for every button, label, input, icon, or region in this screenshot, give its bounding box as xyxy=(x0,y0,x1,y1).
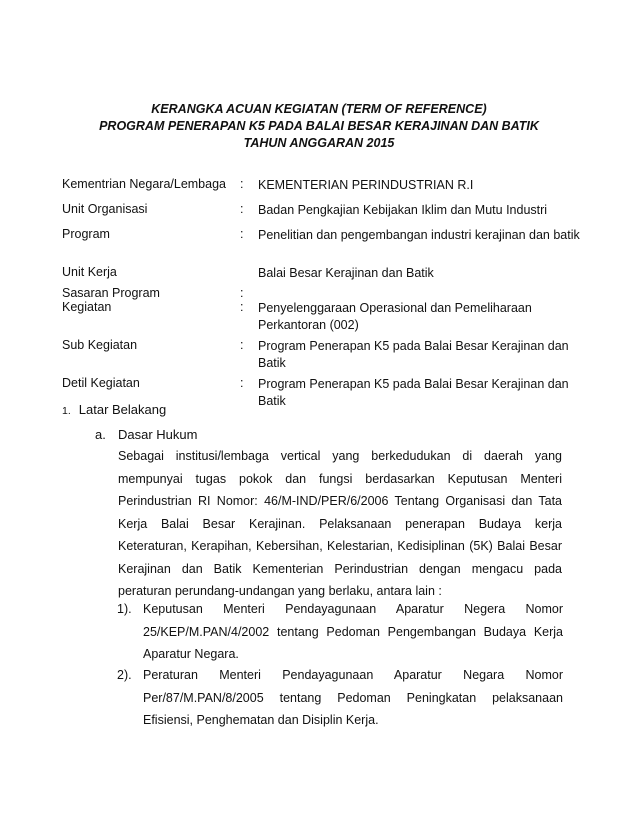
info-colon: : xyxy=(240,338,244,352)
section-number: 1. xyxy=(62,405,71,417)
section-title: Latar Belakang xyxy=(78,402,167,417)
info-label: Sub Kegiatan xyxy=(62,338,138,352)
info-value: KEMENTERIAN PERINDUSTRIAN R.I xyxy=(258,178,474,192)
info-label: Kementrian Negara/Lembaga xyxy=(62,177,226,191)
info-row-unit-organisasi xyxy=(62,202,582,227)
info-label: Unit Organisasi xyxy=(62,202,148,216)
document-subtitle: PROGRAM PENERAPAN K5 PADA BALAI BESAR KERAJINAN DAN BATIK xyxy=(99,119,539,133)
info-label: Detil Kegiatan xyxy=(62,376,140,390)
list-item-number: 2). xyxy=(117,668,132,682)
info-row-program xyxy=(62,227,582,265)
subsection-heading xyxy=(95,427,197,442)
subsection-letter: a. xyxy=(95,427,106,442)
document-title: KERANGKA ACUAN KEGIATAN (TERM OF REFERENCE) xyxy=(151,102,487,116)
info-row-sasaran-program xyxy=(62,286,582,300)
info-colon: : xyxy=(240,376,244,390)
info-label: Program xyxy=(62,227,110,241)
info-label: Sasaran Program xyxy=(62,286,160,300)
section-heading xyxy=(62,402,166,417)
info-label: Kegiatan xyxy=(62,300,112,314)
info-colon: : xyxy=(240,286,244,300)
info-value: Penelitian dan pengembangan industri kerajinan dan batik xyxy=(258,228,580,242)
info-value: Program Penerapan K5 pada Balai Besar Kerajinan dan Batik xyxy=(258,377,569,408)
info-row-unit-kerja xyxy=(62,265,582,286)
list-item xyxy=(117,664,563,732)
info-row-sub-kegiatan xyxy=(62,338,582,376)
list-item-number: 1). xyxy=(117,602,132,616)
info-row-kementrian xyxy=(62,177,582,202)
list-item xyxy=(117,598,563,666)
list-item-text: Keputusan Menteri Pendayagunaan Aparatur Negera Nomor 25/KEP/M.PAN/4/2002 tentang Pedoman Pengembangan Budaya Kerja Aparatur Negara. xyxy=(143,602,563,661)
info-value: Program Penerapan K5 pada Balai Besar Kerajinan dan Batik xyxy=(258,339,569,370)
info-value: Penyelenggaraan Operasional dan Pemeliharaan Perkantoran (002) xyxy=(258,301,532,332)
document-year: TAHUN ANGGARAN 2015 xyxy=(243,136,395,150)
body-paragraph: Sebagai institusi/lembaga vertical yang berkedudukan di daerah yang mempunyai tugas pokok dan fungsi berdasarkan Keputusan Menteri Perindustrian RI Nomor: 46/M-IND/PER/6/2006 Tentang Organisasi dan Tata Kerja Balai Besar Kerajinan. Pelaksanaan penerapan Budaya kerja Keteraturan, Kerapihan, Kebersihan, Kelestarian, Kedisiplinan (5K) Balai Besar Kerajinan dan Batik Kementerian Perindustrian dengan mengacu pada peraturan perundang-undangan yang berlaku, antara lain : xyxy=(118,449,562,598)
info-label: Unit Kerja xyxy=(62,265,117,279)
info-colon: : xyxy=(240,202,244,216)
info-colon: : xyxy=(240,177,244,191)
subsection-title: Dasar Hukum xyxy=(118,427,198,442)
info-colon: : xyxy=(240,227,244,241)
info-value: Balai Besar Kerajinan dan Batik xyxy=(258,266,434,280)
info-row-kegiatan xyxy=(62,300,582,338)
info-colon: : xyxy=(240,300,244,314)
list-item-text: Peraturan Menteri Pendayagunaan Aparatur Negara Nomor Per/87/M.PAN/8/2005 tentang Pedoman Peningkatan pelaksanaan Efisiensi, Penghematan dan Disiplin Kerja. xyxy=(143,668,563,727)
info-table xyxy=(62,177,582,414)
info-value: Badan Pengkajian Kebijakan Iklim dan Mutu Industri xyxy=(258,203,548,217)
